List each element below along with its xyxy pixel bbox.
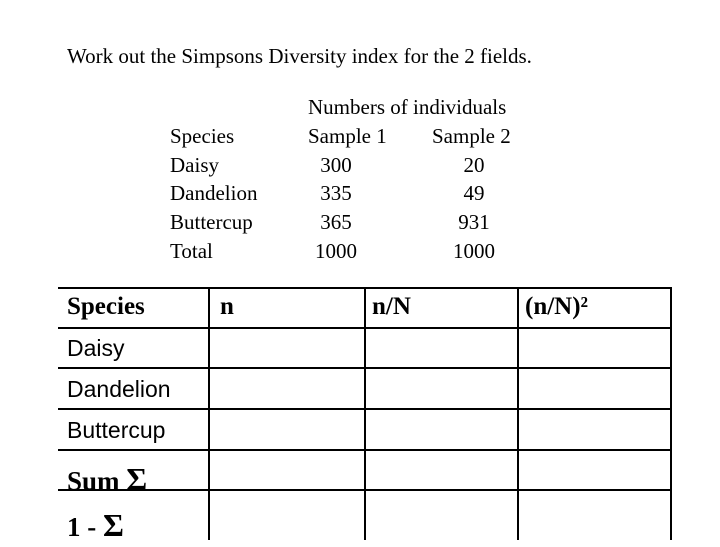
answer-cell-dandelion-n-over-N-squared[interactable] <box>519 369 670 408</box>
answer-cell-sum-n-over-N[interactable] <box>366 451 517 489</box>
worksheet-row-buttercup: Buttercup <box>67 417 166 443</box>
answer-cell-daisy-n-over-N[interactable] <box>366 329 517 367</box>
sample-2-buttercup: 931 <box>458 210 490 234</box>
answer-cell-sum-n[interactable] <box>210 451 364 489</box>
sample-2-daisy: 20 <box>463 153 485 177</box>
answer-cell-daisy-n[interactable] <box>210 329 364 367</box>
species-total-label: Total <box>170 239 213 263</box>
one-minus-label: 1 - <box>67 512 97 542</box>
species-name-buttercup: Buttercup <box>170 210 253 234</box>
answer-cell-daisy-n-over-N-squared[interactable] <box>519 329 670 367</box>
sum-label: Sum <box>67 466 120 496</box>
answer-cell-buttercup-n-over-N[interactable] <box>366 410 517 449</box>
sample-1-daisy: 300 <box>320 153 352 177</box>
worksheet-one-minus-sum-label <box>67 505 124 547</box>
sigma-symbol: Σ <box>103 507 124 543</box>
worksheet-row-daisy: Daisy <box>67 335 125 361</box>
diversity-worksheet-table <box>58 287 672 543</box>
worksheet-n-header: n <box>220 293 234 320</box>
species-column-header: Species <box>170 124 235 148</box>
worksheet-sum-label <box>67 459 147 501</box>
answer-cell-buttercup-n[interactable] <box>210 410 364 449</box>
species-name-daisy: Daisy <box>170 153 219 177</box>
sample-2-total: 1000 <box>453 239 495 263</box>
answer-cell-dandelion-n[interactable] <box>210 369 364 408</box>
worksheet-species-header: Species <box>67 293 145 320</box>
answer-cell-one-minus-sum-n[interactable] <box>210 491 364 540</box>
worksheet-n-over-N-squared-header: (n/N)² <box>525 293 589 320</box>
answer-cell-buttercup-n-over-N-squared[interactable] <box>519 410 670 449</box>
answer-cell-sum-n-over-N-squared[interactable] <box>519 451 670 489</box>
sample-1-header: Sample 1 <box>308 124 387 148</box>
sigma-symbol: Σ <box>126 461 148 497</box>
worksheet-n-over-N-header: n/N <box>372 293 411 320</box>
worksheet-row-dandelion: Dandelion <box>67 376 171 402</box>
answer-cell-dandelion-n-over-N[interactable] <box>366 369 517 408</box>
grid-line <box>670 287 672 540</box>
sample-1-buttercup: 365 <box>320 210 352 234</box>
species-name-dandelion: Dandelion <box>170 181 258 205</box>
page-title: Work out the Simpsons Diversity index for the 2 fields. <box>67 44 532 68</box>
sample-1-total: 1000 <box>315 239 357 263</box>
answer-cell-one-minus-sum-n-over-N[interactable] <box>366 491 517 540</box>
sample-2-dandelion: 49 <box>463 181 485 205</box>
sample-2-header: Sample 2 <box>432 124 511 148</box>
numbers-of-individuals-heading: Numbers of individuals <box>308 95 507 119</box>
sample-1-dandelion: 335 <box>320 181 352 205</box>
answer-cell-one-minus-sum-n-over-N-squared[interactable] <box>519 491 670 540</box>
